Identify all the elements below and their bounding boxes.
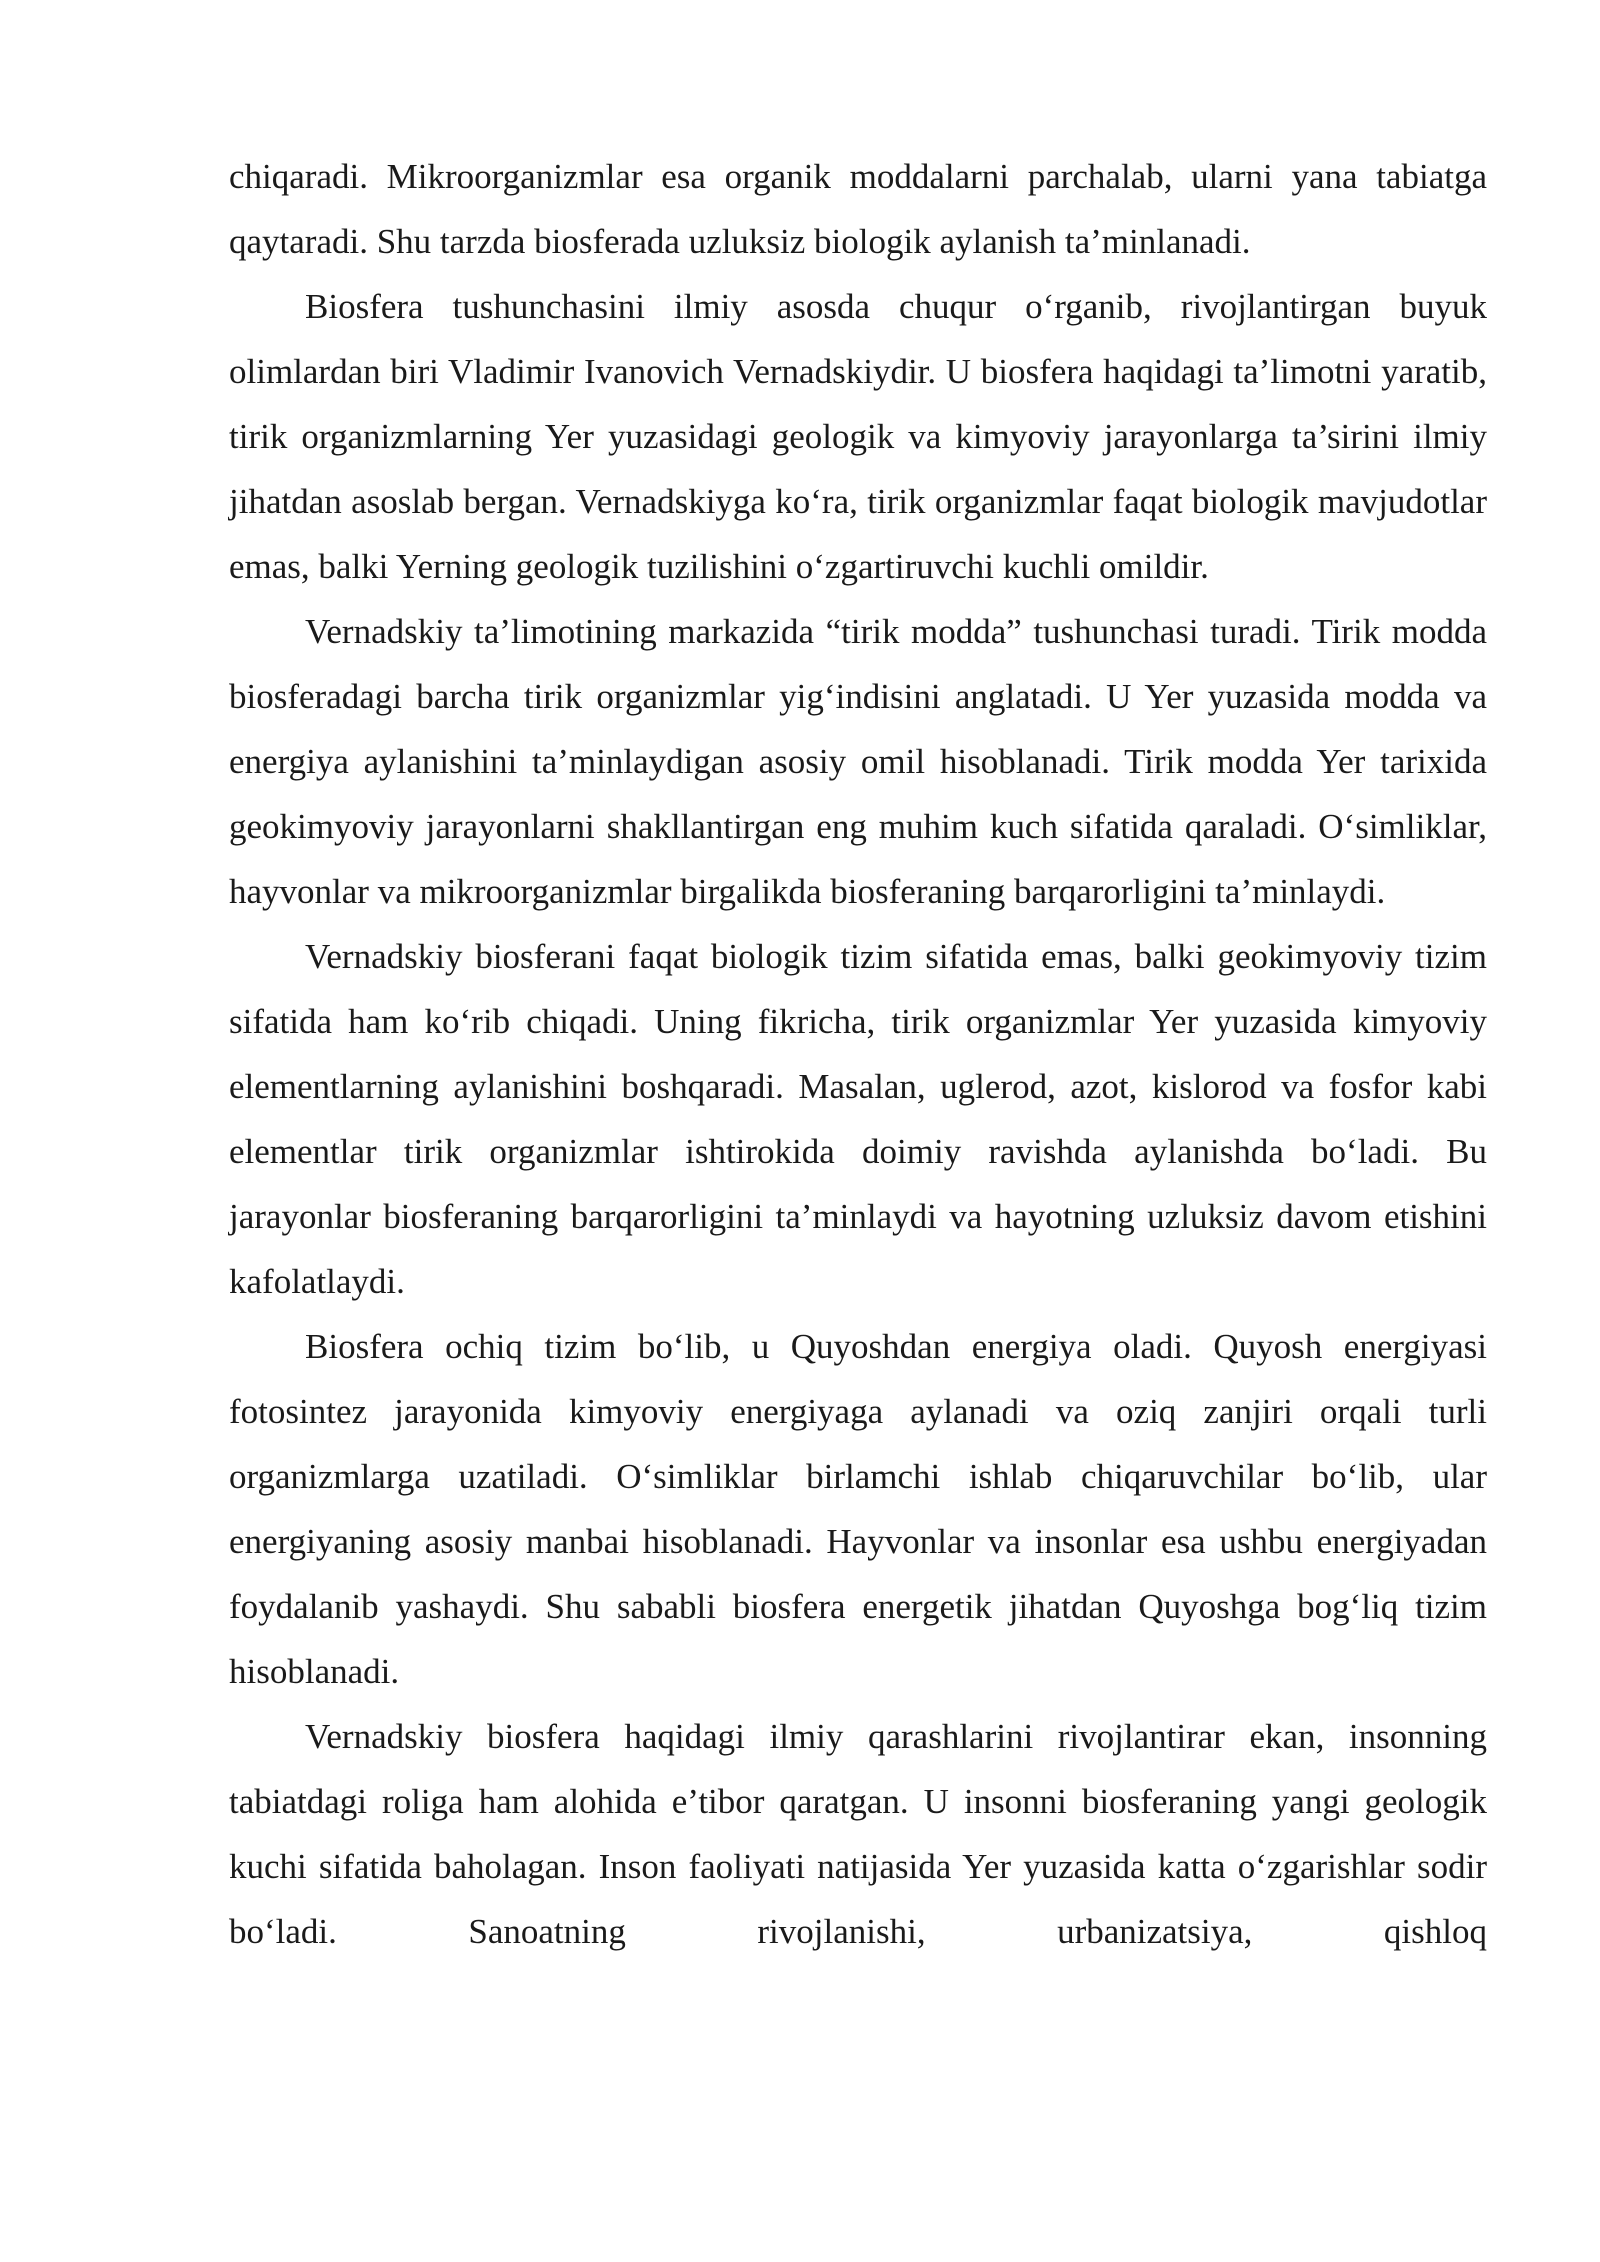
body-text (229, 144, 1487, 1964)
paragraph-5: Biosfera ochiq tizim bo‘lib, u Quyoshdan energiya oladi. Quyosh energiyasi fotosintez jarayonida kimyoviy energiyaga aylanadi va oziq zanjiri orqali turli organizmlarga uzatiladi. O‘simliklar birlamchi ishlab chiqaruvchilar bo‘lib, ular energiyaning asosiy manbai hisoblanadi. Hayvonlar va insonlar esa ushbu energiyadan foydalanib yashaydi. Shu sababli biosfera energetik jihatdan Quyoshga bog‘liq tizim hisoblanadi. (229, 1327, 1487, 1691)
paragraph-3: Vernadskiy ta’limotining markazida “tirik modda” tushunchasi turadi. Tirik modda biosferadagi barcha tirik organizmlar yig‘indisini anglatadi. U Yer yuzasida modda va energiya aylanishini ta’minlaydigan asosiy omil hisoblanadi. Tirik modda Yer tarixida geokimyoviy jarayonlarni shakllantirgan eng muhim kuch sifatida qaraladi. O‘simliklar, hayvonlar va mikroorganizmlar birgalikda biosferaning barqarorligini ta’minlaydi. (229, 612, 1487, 911)
paragraph-6: Vernadskiy biosfera haqidagi ilmiy qarashlarini rivojlantirar ekan, insonning tabiatdagi roliga ham alohida e’tibor qaratgan. U insonni biosferaning yangi geologik kuchi sifatida baholagan. Inson faoliyati natijasida Yer yuzasida katta o‘zgarishlar sodir bo‘ladi. Sanoatning rivojlanishi, urbanizatsiya, qishloq (229, 1717, 1487, 1951)
paragraph-2: Biosfera tushunchasini ilmiy asosda chuqur o‘rganib, rivojlantirgan buyuk olimlardan biri Vladimir Ivanovich Vernadskiydir. U biosfera haqidagi ta’limotni yaratib, tirik organizmlarning Yer yuzasidagi geologik va kimyoviy jarayonlarga ta’sirini ilmiy jihatdan asoslab bergan. Vernadskiyga ko‘ra, tirik organizmlar faqat biologik mavjudotlar emas, balki Yerning geologik tuzilishini o‘zgartiruvchi kuchli omildir. (229, 287, 1487, 586)
paragraph-4: Vernadskiy biosferani faqat biologik tizim sifatida emas, balki geokimyoviy tizim sifatida ham ko‘rib chiqadi. Uning fikricha, tirik organizmlar Yer yuzasida kimyoviy elementlarning aylanishini boshqaradi. Masalan, uglerod, azot, kislorod va fosfor kabi elementlar tirik organizmlar ishtirokida doimiy ravishda aylanishda bo‘ladi. Bu jarayonlar biosferaning barqarorligini ta’minlaydi va hayotning uzluksiz davom etishini kafolatlaydi. (229, 937, 1487, 1301)
paragraph-1: chiqaradi. Mikroorganizmlar esa organik moddalarni parchalab, ularni yana tabiatga qaytaradi. Shu tarzda biosferada uzluksiz biologik aylanish ta’minlanadi. (229, 157, 1487, 261)
